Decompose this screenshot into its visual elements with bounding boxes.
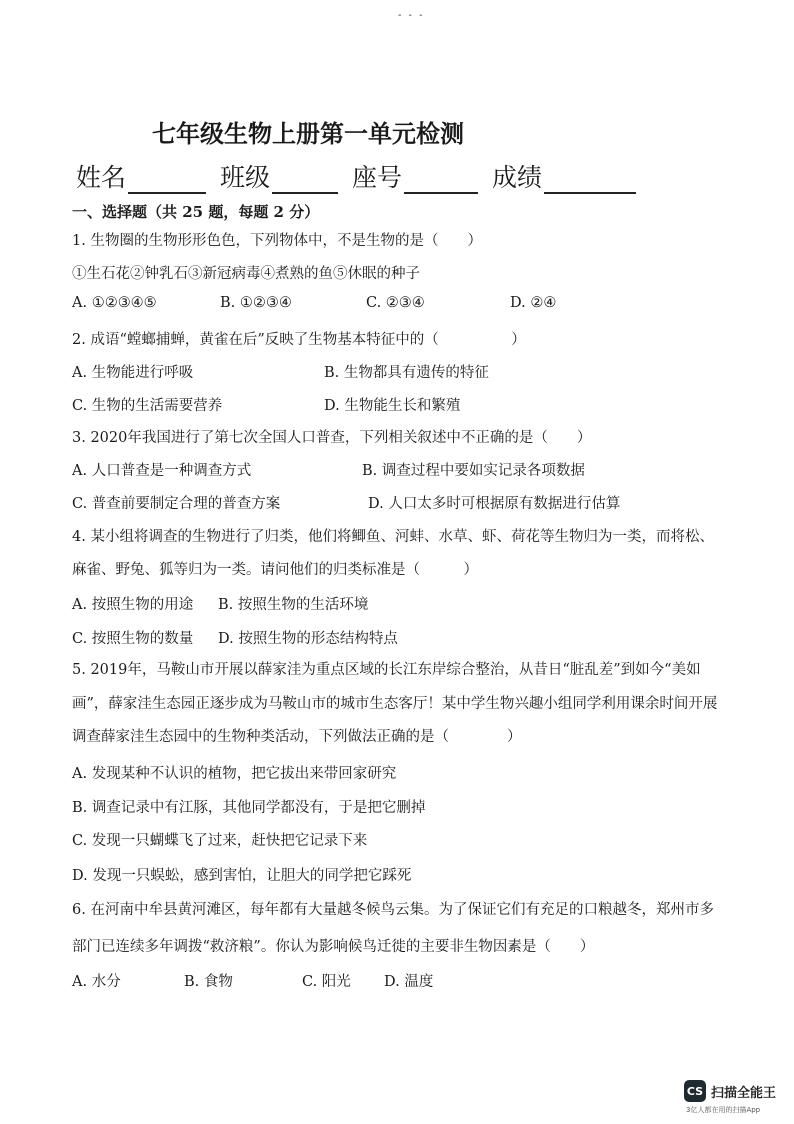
scanner-watermark [684, 1080, 776, 1102]
score-field[interactable] [492, 158, 636, 194]
q6-option-d[interactable]: D. 温度 [384, 974, 434, 990]
q5-option-d[interactable]: D. 发现一只蜈蚣，感到害怕，让胆大的同学把它踩死 [72, 868, 412, 884]
q5-stem-line2: 画”，薛家洼生态园正逐步成为马鞍山市的城市生态客厅！某中学生物兴趣小组同学利用课余时间开展 [72, 696, 718, 712]
q6-option-b[interactable]: B. 食物 [184, 974, 233, 990]
scanner-brand: 扫描全能王 [711, 1085, 777, 1101]
scanner-tagline: 3亿人都在用的扫描App [686, 1106, 761, 1114]
class-field[interactable] [220, 158, 338, 194]
q6-stem-line1: 6. 在河南中牟县黄河滩区，每年都有大量越冬候鸟云集。为了保证它们有充足的口粮越冬，郑州市多 [72, 902, 714, 918]
name-label: 姓名 [76, 163, 127, 192]
score-blank[interactable] [544, 170, 636, 194]
q1-stem: 1. 生物圈的生物形形色色，下列物体中，不是生物的是（ ） [72, 233, 482, 249]
q3-options-row1 [72, 459, 585, 480]
q2-stem: 2. 成语“螳螂捕蝉，黄雀在后”反映了生物基本特征中的（ ） [72, 332, 526, 348]
q2-options-row1 [72, 361, 489, 382]
q5-option-a[interactable]: A. 发现某种不认识的植物，把它拔出来带回家研究 [72, 766, 397, 782]
seat-label: 座号 [352, 163, 403, 192]
q1-option-a[interactable]: A. ①②③④⑤ [72, 295, 157, 311]
exam-title: 七年级生物上册第一单元检测 [152, 119, 464, 148]
q6-option-c[interactable]: C. 阳光 [302, 974, 351, 990]
score-label: 成绩 [492, 163, 543, 192]
q3-option-d[interactable]: D. 人口太多时可根据原有数据进行估算 [368, 496, 621, 512]
q3-options-row2 [72, 492, 620, 513]
q2-option-c[interactable]: C. 生物的生活需要营养 [72, 398, 223, 414]
q6-option-a[interactable]: A. 水分 [72, 974, 121, 990]
q1-options [72, 295, 556, 311]
q2-option-b[interactable]: B. 生物都具有遗传的特征 [324, 365, 489, 381]
q4-option-d[interactable]: D. 按照生物的形态结构特点 [218, 631, 398, 647]
q4-stem-line2: 麻雀、野兔、狐等归为一类。请问他们的归类标准是（ ） [72, 562, 478, 578]
q4-options-row2 [72, 627, 398, 648]
q4-option-c[interactable]: C. 按照生物的数量 [72, 631, 194, 647]
camscanner-logo-icon: CS [684, 1080, 706, 1102]
q4-option-b[interactable]: B. 按照生物的生活环境 [218, 597, 369, 613]
q2-options-row2 [72, 394, 460, 415]
q1-items: ①生石花②钟乳石③新冠病毒④煮熟的鱼⑤休眠的种子 [72, 266, 420, 282]
q4-option-a[interactable]: A. 按照生物的用途 [72, 597, 194, 613]
q3-option-c[interactable]: C. 普查前要制定合理的普查方案 [72, 496, 281, 512]
q6-options [72, 970, 433, 991]
section-heading: 一、选择题（共 25 题，每题 2 分） [72, 203, 320, 221]
q1-option-b[interactable]: B. ①②③④ [220, 295, 292, 311]
seat-blank[interactable] [404, 170, 478, 194]
q4-options-row1 [72, 593, 368, 614]
q5-stem-line3: 调查薛家洼生态园中的生物种类活动，下列做法正确的是（ ） [72, 729, 522, 745]
class-label: 班级 [220, 163, 271, 192]
top-marks: - - - [398, 10, 425, 21]
name-blank[interactable] [128, 170, 206, 194]
class-blank[interactable] [272, 170, 338, 194]
q3-option-b[interactable]: B. 调查过程中要如实记录各项数据 [362, 463, 585, 479]
q4-stem-line1: 4. 某小组将调查的生物进行了归类，他们将鲫鱼、河蚌、水草、虾、荷花等生物归为一类，而将松、 [72, 529, 714, 545]
q5-stem-line1: 5. 2019年，马鞍山市开展以薛家洼为重点区域的长江东岸综合整治，从昔日“脏乱差”到如今“美如 [72, 662, 701, 678]
q5-option-b[interactable]: B. 调查记录中有江豚，其他同学都没有，于是把它删掉 [72, 800, 426, 816]
q2-option-d[interactable]: D. 生物能生长和繁殖 [324, 398, 461, 414]
seat-field[interactable] [352, 158, 478, 194]
q5-option-c[interactable]: C. 发现一只蝴蝶飞了过来，赶快把它记录下来 [72, 833, 368, 849]
q2-option-a[interactable]: A. 生物能进行呼吸 [72, 365, 194, 381]
q6-stem-line2: 部门已连续多年调拨“救济粮”。你认为影响候鸟迁徙的主要非生物因素是（ ） [72, 939, 595, 955]
q3-option-a[interactable]: A. 人口普查是一种调查方式 [72, 463, 252, 479]
q1-option-c[interactable]: C. ②③④ [366, 295, 425, 311]
q1-option-d[interactable]: D. ②④ [510, 295, 557, 311]
student-info-row [76, 158, 636, 194]
name-field[interactable] [76, 158, 206, 194]
q3-stem: 3. 2020年我国进行了第七次全国人口普查，下列相关叙述中不正确的是（ ） [72, 430, 592, 446]
